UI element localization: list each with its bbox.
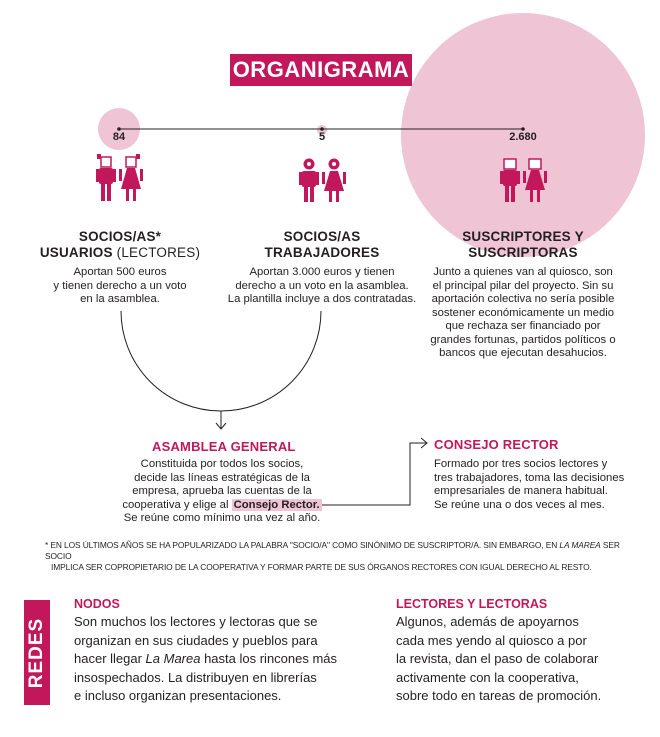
page-title: ORGANIGRAMA bbox=[230, 54, 412, 86]
group-title-suscriptores: SUSCRIPTORES Y SUSCRIPTORAS bbox=[462, 229, 584, 260]
group-desc-usuarios: Aportan 500 euros y tienen derecho a un voto en la asamblea. bbox=[53, 266, 187, 305]
connector-arc bbox=[121, 311, 321, 411]
nodos-text: Son muchos los lectores y lectoras que se organizan en sus ciudades y pueblos para hacer llegar La Marea hasta los rincones más insospechados. La distribuyen en librerías e incluso organizan presentaciones. bbox=[74, 614, 338, 703]
consejo-desc: Formado por tres socios lectores y tres trabajadores, toma las decisiones empresariales de manera habitual. Se reúne una o dos veces al mes. bbox=[434, 458, 625, 511]
group-desc-suscriptores: Junto a quienes van al quiosco, son el principal pilar del proyecto. Sin su aportación colectiva no sería posible sostener económicamente un medio que rechaza ser financiado por grandes fortunas, partidos políticos o bancos que ejecutan desahucios. bbox=[430, 266, 616, 359]
consejo-title: CONSEJO RECTOR bbox=[434, 437, 559, 452]
workers-icon bbox=[299, 159, 346, 203]
asamblea-title: ASAMBLEA GENERAL bbox=[152, 439, 296, 454]
group-desc-trabajadores: Aportan 3.000 euros y tienen derecho a un voto en la asamblea. La plantilla incluye a dos contratadas. bbox=[227, 266, 417, 305]
asamblea-desc: Constituida por todos los socios, decide las líneas estratégicas de la empresa, aprueba las cuentas de la cooperativa y elige al Consejo Rector. Se reúne como mínimo una vez al año. bbox=[122, 458, 321, 524]
lectores-title: LECTORES Y LECTORAS bbox=[396, 597, 548, 611]
count-trabajadores: 5 bbox=[318, 131, 326, 143]
group-title-trabajadores: SOCIOS/AS TRABAJADORES bbox=[264, 229, 380, 260]
connector-to-consejo bbox=[318, 443, 426, 505]
footnote: * EN LOS ÚLTIMOS AÑOS SE HA POPULARIZADO LA PALABRA "SOCIO/A" COMO SINÓNIMO DE SUSCRIPTOR/A. SIN EMBARGO, EN LA MAREA SER SOCIO IMPLICA SER COPROPIETARIO DE LA COOPERATIVA Y FORMAR PARTE DE SUS ÓRGANOS RECTORES CON IGUAL DERECHO AL RESTO. bbox=[45, 540, 620, 572]
count-usuarios: 84 bbox=[112, 131, 126, 143]
redes-label: REDES bbox=[24, 600, 50, 705]
consejo-rector-highlight: Consejo Rector. bbox=[233, 498, 320, 511]
lectores-text: Algunos, además de apoyarnos cada mes yendo al quiosco a por la revista, dan el paso de colaborar activamente con la cooperativa, sobre todo en tareas de promoción. bbox=[396, 614, 602, 703]
count-suscriptores: 2.680 bbox=[509, 131, 537, 143]
nodos-title: NODOS bbox=[74, 597, 120, 611]
group-title-usuarios: SOCIOS/AS* USUARIOS (LECTORES) bbox=[39, 229, 201, 260]
readers-icon bbox=[96, 154, 143, 201]
